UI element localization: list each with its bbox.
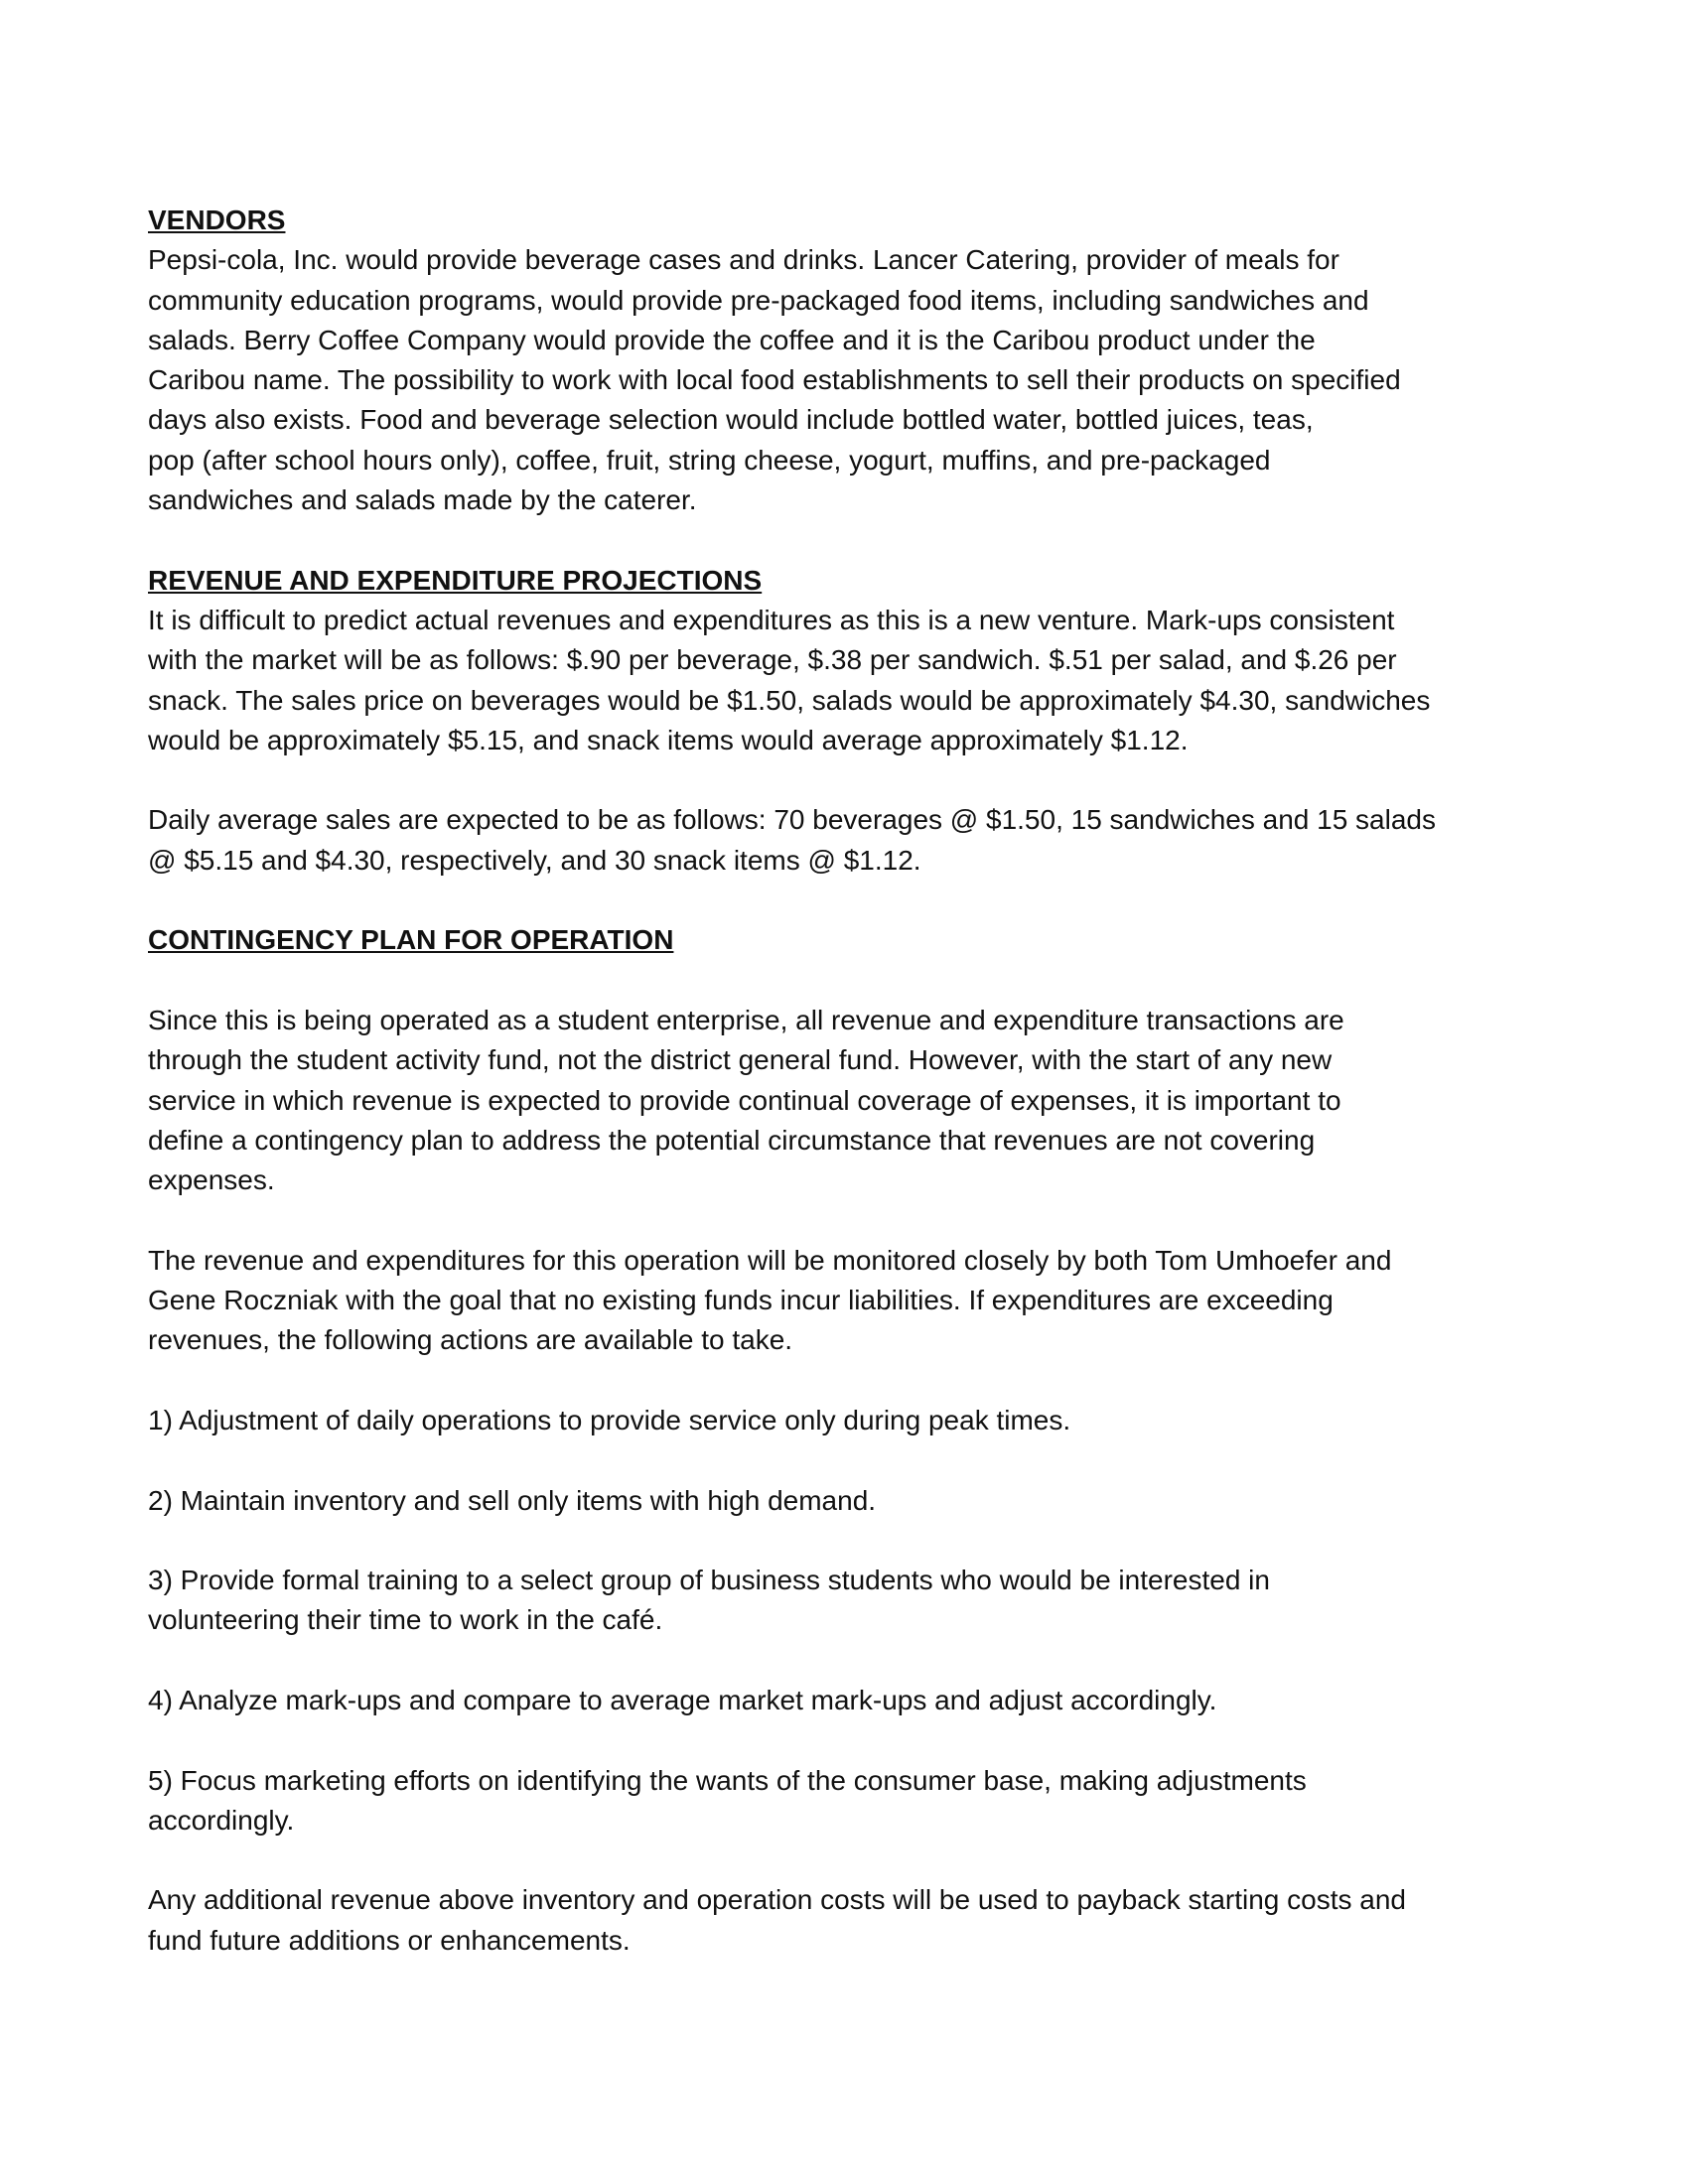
spacer xyxy=(148,961,1558,1001)
paragraph xyxy=(148,800,1558,881)
spacer xyxy=(148,1521,1558,1561)
paragraph xyxy=(148,1401,1558,1440)
text-line: 1) Adjustment of daily operations to provide service only during peak times. xyxy=(148,1404,1071,1435)
text-line: volunteering their time to work in the café. xyxy=(148,1604,663,1636)
text-line: 2) Maintain inventory and sell only items with high demand. xyxy=(148,1484,877,1516)
text-line: expenses. xyxy=(148,1164,275,1196)
text-line: It is difficult to predict actual revenues and expenditures as this is a new venture. Mark-ups consistent xyxy=(148,604,1395,635)
text-line: service in which revenue is expected to provide continual coverage of expenses, it is important to xyxy=(148,1084,1341,1116)
paragraph xyxy=(148,1481,1558,1521)
section-2 xyxy=(148,881,1558,1961)
paragraph xyxy=(148,1761,1558,1842)
text-line: snack. The sales price on beverages would be $1.50, salads would be approximately $4.30, sandwiches xyxy=(148,684,1431,716)
paragraph xyxy=(148,1561,1558,1641)
text-line: accordingly. xyxy=(148,1804,295,1836)
text-line: would be approximately $5.15, and snack items would average approximately $1.12. xyxy=(148,724,1189,755)
spacer xyxy=(148,760,1558,800)
paragraph xyxy=(148,1880,1558,1961)
text-line: Since this is being operated as a student enterprise, all revenue and expenditure transactions are xyxy=(148,1004,1344,1035)
text-line: community education programs, would provide pre-packaged food items, including sandwiches and xyxy=(148,284,1369,316)
section-heading: CONTINGENCY PLAN FOR OPERATION xyxy=(148,924,674,956)
section-heading: REVENUE AND EXPENDITURE PROJECTIONS xyxy=(148,564,763,596)
text-line: revenues, the following actions are available to take. xyxy=(148,1324,793,1356)
section-0 xyxy=(148,201,1558,520)
spacer xyxy=(148,1361,1558,1401)
spacer xyxy=(148,1641,1558,1681)
paragraph xyxy=(148,1241,1558,1361)
text-line: salads. Berry Coffee Company would provide the coffee and it is the Caribou product under the xyxy=(148,324,1316,355)
text-line: Any additional revenue above inventory and operation costs will be used to payback starting costs and xyxy=(148,1884,1406,1916)
spacer xyxy=(148,881,1558,920)
text-line: with the market will be as follows: $.90 per beverage, $.38 per sandwich. $.51 per salad, and $.26 per xyxy=(148,644,1397,676)
paragraph xyxy=(148,240,1558,520)
paragraph xyxy=(148,601,1558,760)
text-line: Pepsi-cola, Inc. would provide beverage cases and drinks. Lancer Catering, provider of meals for xyxy=(148,244,1339,276)
text-line: The revenue and expenditures for this operation will be monitored closely by both Tom Umhoefer and xyxy=(148,1244,1392,1276)
text-line: sandwiches and salads made by the caterer. xyxy=(148,484,697,516)
document-body xyxy=(148,201,1558,1961)
section-heading: VENDORS xyxy=(148,205,286,235)
text-line: 3) Provide formal training to a select group of business students who would be interested in xyxy=(148,1565,1270,1596)
text-line: 4) Analyze mark-ups and compare to average market mark-ups and adjust accordingly. xyxy=(148,1684,1217,1715)
section-1 xyxy=(148,520,1558,881)
text-line: 5) Focus marketing efforts on identifying the wants of the consumer base, making adjustments xyxy=(148,1764,1307,1796)
spacer xyxy=(148,520,1558,560)
paragraph xyxy=(148,1001,1558,1200)
paragraph xyxy=(148,1681,1558,1720)
text-line: through the student activity fund, not the district general fund. However, with the start of any new xyxy=(148,1044,1333,1076)
spacer xyxy=(148,1720,1558,1760)
text-line: pop (after school hours only), coffee, fruit, string cheese, yogurt, muffins, and pre-packaged xyxy=(148,444,1271,476)
text-line: Gene Roczniak with the goal that no existing funds incur liabilities. If expenditures are exceeding xyxy=(148,1285,1334,1316)
spacer xyxy=(148,1841,1558,1880)
spacer xyxy=(148,1440,1558,1480)
text-line: define a contingency plan to address the potential circumstance that revenues are not covering xyxy=(148,1124,1316,1156)
text-line: @ $5.15 and $4.30, respectively, and 30 snack items @ $1.12. xyxy=(148,844,921,876)
text-line: Daily average sales are expected to be as follows: 70 beverages @ $1.50, 15 sandwiches and 15 salads xyxy=(148,804,1436,836)
text-line: days also exists. Food and beverage selection would include bottled water, bottled juices, teas, xyxy=(148,404,1314,436)
text-line: fund future additions or enhancements. xyxy=(148,1924,631,1956)
spacer xyxy=(148,1200,1558,1240)
text-line: Caribou name. The possibility to work with local food establishments to sell their products on specified xyxy=(148,364,1401,396)
